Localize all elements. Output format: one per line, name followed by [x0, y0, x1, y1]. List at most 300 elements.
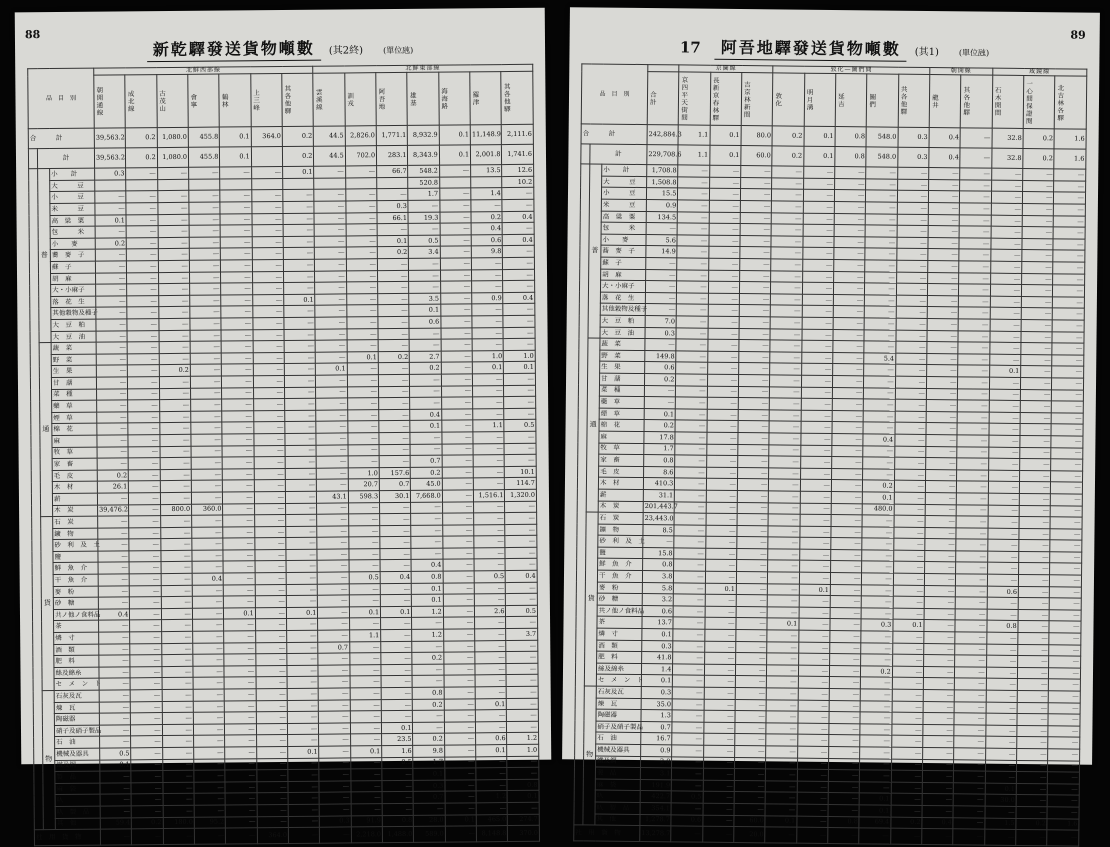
column-header-label: 明月溝 — [805, 88, 814, 112]
cell-value: — — [1049, 621, 1081, 633]
cell-value: — — [803, 201, 834, 213]
cell-value: — — [506, 594, 538, 606]
cell-value: — — [927, 376, 958, 388]
cell-value: 0.1 — [642, 629, 673, 641]
cell-value: — — [253, 387, 284, 399]
cell-value: 7.0 — [645, 316, 676, 328]
cell-value: — — [740, 224, 771, 236]
cell-value: — — [865, 318, 896, 330]
cell-value: — — [677, 293, 708, 305]
cell-value: — — [190, 295, 221, 307]
cell-value: — — [161, 585, 192, 597]
cell-value: 5.4 — [864, 353, 895, 365]
cell-value: — — [225, 747, 256, 759]
cell-value: — — [225, 782, 256, 794]
cell-value: — — [990, 342, 1021, 354]
cell-value: 0.1 — [710, 146, 742, 166]
cell-value: — — [99, 655, 130, 667]
cell-value: — — [704, 641, 735, 653]
row-label: 計 — [590, 144, 647, 165]
cell-value: — — [706, 513, 737, 525]
row-label: 甘 藷 — [600, 373, 645, 385]
cell-value: — — [1049, 668, 1081, 680]
cell-value: 0.4 — [929, 128, 961, 148]
cell-value: — — [1021, 377, 1052, 389]
cell-value: — — [381, 653, 412, 665]
cell-value: — — [316, 444, 347, 456]
cell-value: — — [954, 771, 985, 783]
cell-value: — — [472, 269, 503, 281]
cell-value: — — [860, 712, 891, 724]
cell-value: — — [703, 780, 734, 792]
cell-value: — — [346, 189, 377, 201]
cell-value: — — [190, 376, 221, 388]
cell-value: — — [957, 493, 988, 505]
cell-value: — — [162, 666, 193, 678]
cell-value: 26.1 — [97, 481, 128, 493]
cell-value: — — [163, 828, 194, 844]
row-label: 小 計 — [50, 168, 95, 180]
cell-value: — — [769, 421, 800, 433]
cell-value: 0.5 — [474, 571, 505, 583]
cell-value: — — [99, 620, 130, 632]
cell-value: 16.7 — [641, 733, 672, 745]
cell-value: — — [317, 502, 348, 514]
cell-value: — — [471, 200, 502, 212]
cell-value: — — [377, 189, 408, 201]
category-label: 通 — [586, 338, 600, 512]
cell-value: — — [895, 423, 926, 435]
cell-value: — — [923, 690, 954, 702]
cell-value: — — [474, 513, 505, 525]
cell-value: — — [675, 455, 706, 467]
column-header-row — [28, 72, 533, 129]
cell-value: — — [127, 249, 158, 261]
cell-value: — — [475, 652, 506, 664]
category-label: 普 — [38, 169, 52, 343]
cell-value: — — [768, 526, 799, 538]
cell-value: — — [893, 573, 924, 585]
cell-value: 39,563.2 — [94, 148, 126, 168]
cell-value: — — [955, 643, 986, 655]
cell-value: — — [347, 340, 378, 352]
column-header-label: 阿吾地 — [377, 88, 386, 111]
cell-value: — — [100, 771, 131, 783]
cell-value: — — [896, 307, 927, 319]
cell-value: — — [411, 513, 442, 525]
cell-value: — — [378, 328, 409, 340]
cell-value: — — [382, 803, 413, 815]
cell-value: — — [829, 735, 860, 747]
cell-value: — — [709, 212, 740, 224]
row-label: 落 花 生 — [600, 292, 645, 304]
row-label: 大 豆 油 — [600, 327, 645, 339]
cell-value: — — [506, 582, 538, 594]
cell-value: — — [831, 538, 862, 550]
column-header-label: 敦化 — [774, 92, 783, 108]
cell-value: — — [740, 212, 771, 224]
cell-value: — — [892, 643, 923, 655]
cell-value: 0.4 — [863, 434, 894, 446]
cell-value: 0.1 — [316, 363, 347, 375]
column-header — [867, 74, 899, 127]
cell-value: — — [957, 481, 988, 493]
cell-value: — — [895, 399, 926, 411]
cell-value: — — [830, 596, 861, 608]
row-label: 薪 — [52, 493, 97, 505]
cell-value: — — [893, 631, 924, 643]
column-header — [470, 72, 502, 125]
cell-value: — — [991, 215, 1022, 227]
cell-value: — — [221, 306, 252, 318]
cell-value: — — [802, 282, 833, 294]
cell-value: — — [252, 260, 283, 272]
cell-value: — — [475, 640, 506, 652]
cell-value: — — [925, 562, 956, 574]
cell-value: 0.3 — [898, 127, 930, 147]
cell-value: — — [769, 491, 800, 503]
cell-value: — — [225, 724, 256, 736]
cell-value: — — [960, 215, 991, 227]
cell-value: — — [922, 805, 953, 817]
cell-value: — — [253, 352, 284, 364]
cell-value: — — [99, 632, 130, 644]
cell-value: 2,111.6 — [502, 125, 534, 145]
cell-value: — — [287, 700, 318, 712]
cell-value: — — [736, 653, 767, 665]
cell-value: — — [193, 631, 224, 643]
cell-value: — — [891, 736, 922, 748]
row-label: 藥 草 — [599, 396, 644, 408]
cell-value: — — [99, 678, 130, 690]
cell-value: — — [252, 225, 283, 237]
column-header — [219, 74, 251, 127]
cell-value: — — [191, 480, 222, 492]
cell-value: — — [473, 374, 504, 386]
cell-value: — — [132, 806, 163, 818]
cell-value: — — [834, 213, 865, 225]
cell-value: — — [444, 675, 475, 687]
cell-value: 0.2 — [645, 374, 676, 386]
cell-value: — — [380, 583, 411, 595]
cell-value: — — [672, 733, 703, 745]
cell-value: — — [1021, 296, 1052, 308]
cell-value: — — [866, 179, 897, 191]
cell-value: — — [351, 792, 382, 804]
cell-value: 32.8 — [992, 128, 1024, 148]
cell-value: — — [349, 560, 380, 572]
cell-value: 0.2 — [282, 127, 314, 147]
cell-value: — — [408, 200, 439, 212]
cell-value: — — [441, 316, 472, 328]
row-label: 石灰及瓦 — [596, 686, 641, 698]
cell-value: — — [315, 236, 346, 248]
cell-value: — — [254, 468, 285, 480]
cell-value: 242,884.3 — [647, 125, 679, 145]
cell-value: — — [799, 561, 830, 573]
cell-value: — — [736, 618, 767, 630]
cell-value: — — [960, 128, 992, 148]
cell-value: — — [798, 677, 829, 689]
cell-value: — — [987, 563, 1018, 575]
cell-value: — — [798, 711, 829, 723]
cell-value: — — [740, 270, 771, 282]
column-header — [773, 73, 805, 126]
row-label: 鹽 — [598, 547, 643, 559]
cell-value: 589.0 — [414, 826, 445, 842]
cell-value: — — [130, 655, 161, 667]
cell-value: — — [127, 330, 158, 342]
cell-value: — — [673, 629, 704, 641]
cell-value: — — [286, 526, 317, 538]
cell-value: — — [131, 771, 162, 783]
row-label: 叺 製 品 — [55, 806, 100, 818]
cell-value: — — [126, 191, 157, 203]
cell-value: — — [347, 363, 378, 375]
cell-value: 0.4 — [411, 560, 442, 572]
cell-value: — — [473, 443, 504, 455]
cell-value: 0.4 — [471, 223, 502, 235]
cell-value: — — [222, 445, 253, 457]
cell-value: — — [834, 271, 865, 283]
cell-value: — — [99, 667, 130, 679]
column-header — [94, 75, 126, 128]
cell-value: 0.2 — [410, 363, 441, 375]
cell-value: — — [223, 457, 254, 469]
cell-value: — — [891, 794, 922, 806]
cell-value: — — [928, 214, 959, 226]
cell-value: — — [98, 528, 129, 540]
cell-value: — — [1053, 239, 1085, 251]
cell-value: — — [381, 664, 412, 676]
cell-value: — — [192, 562, 223, 574]
cell-value: — — [288, 793, 319, 805]
row-label: 肥 料 — [597, 651, 642, 663]
row-label: 機械及器具 — [55, 748, 100, 760]
cell-value: — — [737, 502, 768, 514]
cell-value: — — [256, 712, 287, 724]
cell-value: — — [770, 375, 801, 387]
cell-value: 1.6 — [1054, 129, 1086, 149]
column-header — [439, 72, 471, 125]
cell-value: — — [864, 329, 895, 341]
row-label: 陶磁器 — [54, 713, 99, 725]
column-header-label: 延吉 — [836, 92, 845, 108]
cell-value: — — [704, 722, 735, 734]
cell-value: — — [767, 653, 798, 665]
cell-value: 0.1 — [765, 815, 796, 827]
cell-value: — — [708, 270, 739, 282]
cell-value: — — [864, 399, 895, 411]
cell-value: — — [1053, 297, 1085, 309]
cell-value: — — [159, 318, 190, 330]
cell-value: — — [252, 213, 283, 225]
row-label: 蕎 麥 子 — [50, 250, 95, 262]
cell-value: — — [189, 260, 220, 272]
cell-value: — — [676, 327, 707, 339]
category-label: 貨 — [41, 517, 55, 691]
cell-value: 157.6 — [379, 467, 410, 479]
cell-value: — — [796, 827, 828, 843]
cell-value: — — [709, 189, 740, 201]
column-header-label: 雄基 — [408, 91, 417, 107]
cell-value: — — [194, 782, 225, 794]
cell-value: — — [226, 805, 257, 817]
cell-value: — — [1019, 551, 1050, 563]
cell-value: — — [865, 306, 896, 318]
cell-value: — — [444, 652, 475, 664]
cell-value: 1.6 — [1054, 149, 1086, 169]
row-label: 社 用 貨 物 — [574, 825, 640, 842]
row-label: 叺 — [55, 794, 100, 806]
line-group-header: 京圖線 — [679, 65, 773, 73]
cell-value: — — [162, 736, 193, 748]
cell-value: — — [288, 723, 319, 735]
cell-value: — — [504, 339, 536, 351]
cell-value: — — [735, 688, 766, 700]
cell-value: — — [287, 711, 318, 723]
cell-value: — — [409, 270, 440, 282]
cell-value: 1.2 — [507, 733, 539, 745]
cell-value: — — [503, 223, 535, 235]
row-label: 家 畜 — [52, 458, 97, 470]
cell-value: — — [253, 329, 284, 341]
cell-value: — — [1051, 447, 1083, 459]
cell-value: 3.7 — [506, 628, 538, 640]
cell-value: 0.4 — [380, 571, 411, 583]
cell-value: — — [220, 190, 251, 202]
line-group-header: 北鮮西部線 — [94, 66, 313, 75]
row-label: 其他穀物及種子 — [51, 308, 96, 320]
cell-value: — — [959, 296, 990, 308]
cell-value: — — [799, 572, 830, 584]
row-label: 包 米 — [50, 226, 95, 238]
cell-value: — — [801, 387, 832, 399]
cell-value: — — [193, 666, 224, 678]
cell-value: — — [441, 362, 472, 374]
column-header — [647, 72, 679, 125]
row-label: セ メ ン ト — [596, 674, 641, 686]
cell-value: — — [770, 340, 801, 352]
cell-value: — — [253, 341, 284, 353]
cell-value: — — [768, 595, 799, 607]
cell-value: 149.8 — [645, 350, 676, 362]
cell-value: — — [475, 617, 506, 629]
cell-value: — — [346, 201, 377, 213]
cell-value: — — [410, 432, 441, 444]
cell-value: — — [130, 608, 161, 620]
cell-value: — — [440, 258, 471, 270]
cell-value: — — [897, 237, 928, 249]
cell-value: — — [1022, 215, 1053, 227]
cell-value: — — [189, 225, 220, 237]
cell-value: 19.3 — [408, 212, 439, 224]
cell-value: — — [1051, 505, 1083, 517]
cell-value: — — [319, 792, 350, 804]
cell-value: — — [958, 342, 989, 354]
column-header — [679, 72, 711, 125]
cell-value: — — [922, 782, 953, 794]
cell-value: — — [866, 214, 897, 226]
cell-value: — — [676, 316, 707, 328]
cell-value: — — [440, 188, 471, 200]
cell-value: — — [927, 319, 958, 331]
cell-value: 1.0 — [507, 744, 539, 756]
cell-value: — — [223, 503, 254, 515]
cell-value: — — [131, 713, 162, 725]
cell-value: — — [1018, 609, 1049, 621]
cell-value: — — [772, 178, 803, 190]
cell-value: — — [896, 341, 927, 353]
cell-value: — — [350, 676, 381, 688]
cell-value: — — [346, 293, 377, 305]
cell-value: — — [191, 457, 222, 469]
cell-value: — — [958, 365, 989, 377]
category-label: 物 — [583, 686, 596, 825]
cell-value: — — [441, 351, 472, 363]
cell-value: — — [284, 352, 315, 364]
cell-value: — — [895, 434, 926, 446]
cell-value: — — [96, 377, 127, 389]
cell-value: — — [504, 431, 536, 443]
cell-value: — — [283, 259, 314, 271]
cell-value: — — [129, 492, 160, 504]
cell-value: — — [161, 643, 192, 655]
column-header — [1055, 76, 1087, 129]
cell-value: — — [864, 376, 895, 388]
cell-value: — — [672, 722, 703, 734]
cell-value: — — [441, 304, 472, 316]
cell-value: — — [163, 794, 194, 806]
cell-value: — — [645, 304, 676, 316]
column-header — [710, 73, 742, 126]
cell-value: — — [803, 166, 834, 178]
cell-value: — — [99, 713, 130, 725]
cell-value: 5.8 — [642, 582, 673, 594]
cell-value: — — [503, 304, 535, 316]
cell-value: 0.2 — [413, 733, 444, 745]
cell-value: — — [97, 493, 128, 505]
cell-value: — — [253, 318, 284, 330]
cell-value: — — [318, 630, 349, 642]
row-label: 茶 — [54, 621, 99, 633]
cell-value: — — [189, 248, 220, 260]
cell-value: — — [287, 642, 318, 654]
cell-value: — — [739, 340, 770, 352]
cell-value: — — [675, 420, 706, 432]
cell-value: — — [254, 491, 285, 503]
cell-value: — — [319, 781, 350, 793]
cell-value: — — [802, 306, 833, 318]
cell-value: 0.2 — [378, 351, 409, 363]
cell-value: — — [896, 272, 927, 284]
cell-value: — — [832, 457, 863, 469]
column-header-label: 長新京春林驛 — [711, 76, 720, 122]
cell-value: — — [923, 678, 954, 690]
cell-value: — — [766, 781, 797, 793]
cell-value: — — [953, 817, 984, 829]
cell-value: — — [865, 295, 896, 307]
cell-value: — — [411, 548, 442, 560]
cell-value: — — [473, 397, 504, 409]
cell-value: — — [379, 398, 410, 410]
cell-value: — — [798, 700, 829, 712]
cell-value: — — [256, 723, 287, 735]
cell-value: 0.1 — [989, 366, 1020, 378]
cell-value: — — [256, 665, 287, 677]
cell-value: 0.1 — [504, 362, 536, 374]
cell-value: — — [1018, 586, 1049, 598]
